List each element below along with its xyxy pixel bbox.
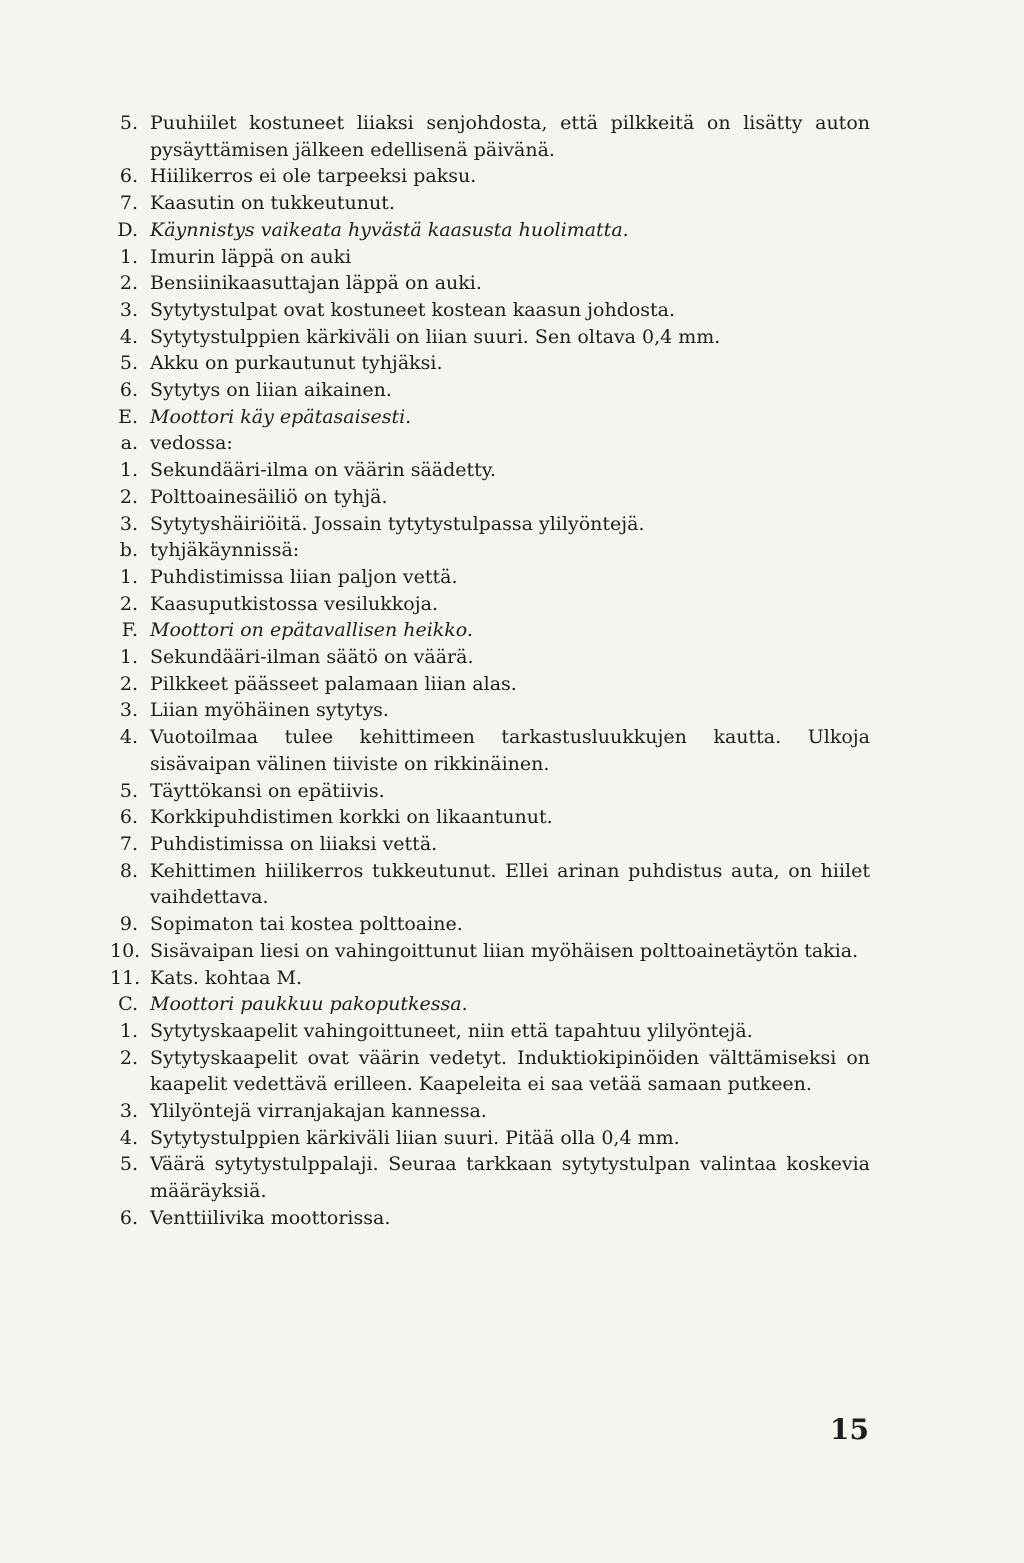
list-item [110, 270, 870, 297]
list-item [110, 350, 870, 377]
list-item [110, 1205, 870, 1232]
item-text: Imurin läppä on auki [150, 245, 352, 268]
list-item [110, 697, 870, 724]
item-number: 1. [119, 245, 138, 268]
item-number: 3. [119, 512, 138, 535]
list-item [110, 1018, 870, 1045]
section-heading [110, 404, 870, 431]
list-item [110, 484, 870, 511]
item-text: Polttoainesäiliö on tyhjä. [150, 485, 388, 508]
item-text: Akku on purkautunut tyhjäksi. [150, 352, 443, 375]
item-number: 5. [119, 779, 138, 802]
item-text: Sytytystulppien kärkiväli on liian suuri. Sen oltava 0,4 mm. [150, 325, 721, 348]
item-number: a. [120, 432, 138, 455]
list-item [110, 377, 870, 404]
list-item [110, 724, 870, 777]
list-item [110, 858, 870, 911]
list-item [110, 778, 870, 805]
item-number: 1. [119, 646, 138, 669]
list-item [110, 671, 870, 698]
item-number: 11. [110, 966, 141, 989]
list-item [110, 457, 870, 484]
item-number: 3. [119, 699, 138, 722]
item-number: 2. [119, 1046, 138, 1069]
item-text: Käynnistys vaikeata hyvästä kaasusta huolimatta. [150, 218, 629, 241]
item-text: Moottori on epätavallisen heikko. [150, 619, 473, 642]
item-number: 1. [119, 1019, 138, 1042]
item-number: b. [119, 539, 138, 562]
list-item [110, 965, 870, 992]
item-text: Sytytyskaapelit vahingoittuneet, niin että tapahtuu ylilyöntejä. [150, 1019, 753, 1042]
item-text: Sopimaton tai kostea polttoaine. [150, 913, 463, 936]
item-text: Sytytys on liian aikainen. [150, 379, 392, 402]
item-number: 1. [119, 459, 138, 482]
item-text: Sekundääri-ilma on väärin säädetty. [150, 459, 497, 482]
item-text: Bensiinikaasuttajan läppä on auki. [150, 272, 482, 295]
item-text: Sytytyskaapelit ovat väärin vedetyt. Induktiokipinöiden välttämiseksi on kaapelit vedettävä erilleen. Kaapeleita ei saa vetää samaan putkeen. [150, 1046, 870, 1096]
item-text: Kaasuputkistossa vesilukkoja. [150, 592, 438, 615]
item-number: 6. [119, 806, 138, 829]
item-number: 4. [119, 726, 138, 749]
item-number: 8. [119, 859, 138, 882]
item-text: Täyttökansi on epätiivis. [150, 779, 385, 802]
item-number: 6. [119, 379, 138, 402]
item-number: 2. [119, 272, 138, 295]
item-text: Kats. kohtaa M. [150, 966, 302, 989]
item-number: 2. [119, 485, 138, 508]
list-item [110, 831, 870, 858]
item-text: Korkkipuhdistimen korkki on likaantunut. [150, 806, 553, 829]
list-item [110, 324, 870, 351]
item-number: 2. [119, 672, 138, 695]
item-number: 7. [119, 192, 138, 215]
item-text: Sytytyshäiriöitä. Jossain tytytystulpassa ylilyöntejä. [150, 512, 645, 535]
item-text: Väärä sytytystulppalaji. Seuraa tarkkaan sytytystulpan valintaa koskevia määräyksiä. [150, 1153, 870, 1203]
list-item [110, 1125, 870, 1152]
item-text: Sytytystulppien kärkiväli liian suuri. Pitää olla 0,4 mm. [150, 1126, 680, 1149]
item-number: 5. [119, 352, 138, 375]
list-item [110, 244, 870, 271]
list-item [110, 938, 870, 965]
section-heading [110, 217, 870, 244]
list-item [110, 430, 870, 457]
item-number: 2. [119, 592, 138, 615]
item-text: Moottori käy epätasaisesti. [150, 405, 412, 428]
item-text: Puuhiilet kostuneet liiaksi senjohdosta, että pilkkeitä on lisätty auton pysäyttämisen jälkeen edellisenä päivänä. [150, 112, 870, 161]
item-number: 6. [119, 1206, 138, 1229]
item-text: Liian myöhäinen sytytys. [150, 699, 389, 722]
list-item [110, 644, 870, 671]
item-text: Moottori paukkuu pakoputkessa. [150, 993, 468, 1016]
list-item [110, 911, 870, 938]
item-text: Hiilikerros ei ole tarpeeksi paksu. [150, 165, 477, 188]
item-text: Puhdistimissa liian paljon vettä. [150, 565, 458, 588]
page-number: 15 [830, 1413, 869, 1446]
item-number: 1. [119, 565, 138, 588]
item-text: Vuotoilmaa tulee kehittimeen tarkastusluukkujen kautta. Ulkoja sisävaipan välinen tiiviste on rikkinäinen. [150, 726, 870, 775]
item-text: Venttiilivika moottorissa. [150, 1206, 391, 1229]
list-item [110, 297, 870, 324]
list-item [110, 1151, 870, 1204]
item-number: 10. [110, 939, 141, 962]
item-number: 9. [119, 913, 138, 936]
item-number: 3. [119, 1100, 138, 1123]
list-item [110, 110, 870, 163]
item-number: 5. [119, 112, 138, 134]
item-text: tyhjäkäynnissä: [150, 539, 300, 562]
troubleshooting-list [110, 110, 870, 1232]
section-heading [110, 991, 870, 1018]
item-number: 5. [119, 1153, 138, 1176]
list-item [110, 1045, 870, 1098]
section-heading [110, 617, 870, 644]
item-text: Sekundääri-ilman säätö on väärä. [150, 646, 474, 669]
item-text: vedossa: [150, 432, 233, 455]
list-item [110, 511, 870, 538]
item-text: Pilkkeet päässeet palamaan liian alas. [150, 672, 517, 695]
list-item [110, 1098, 870, 1125]
item-number: C. [118, 993, 138, 1016]
item-number: 7. [119, 832, 138, 855]
item-number: 3. [119, 298, 138, 321]
list-item [110, 163, 870, 190]
item-text: Kehittimen hiilikerros tukkeutunut. Ellei arinan puhdistus auta, on hiilet vaihdettava. [150, 859, 870, 909]
item-text: Sytytystulpat ovat kostuneet kostean kaasun johdosta. [150, 298, 676, 321]
item-number: D. [117, 218, 138, 241]
item-text: Puhdistimissa on liiaksi vettä. [150, 832, 438, 855]
item-number: F. [121, 619, 138, 642]
list-item [110, 564, 870, 591]
item-number: E. [118, 405, 138, 428]
item-number: 4. [119, 1126, 138, 1149]
list-item [110, 804, 870, 831]
list-item [110, 537, 870, 564]
item-text: Sisävaipan liesi on vahingoittunut liian myöhäisen polttoainetäytön takia. [150, 939, 859, 962]
list-item [110, 591, 870, 618]
item-number: 6. [119, 165, 138, 188]
list-item [110, 190, 870, 217]
item-number: 4. [119, 325, 138, 348]
item-text: Ylilyöntejä virranjakajan kannessa. [150, 1100, 487, 1123]
item-text: Kaasutin on tukkeutunut. [150, 192, 395, 215]
